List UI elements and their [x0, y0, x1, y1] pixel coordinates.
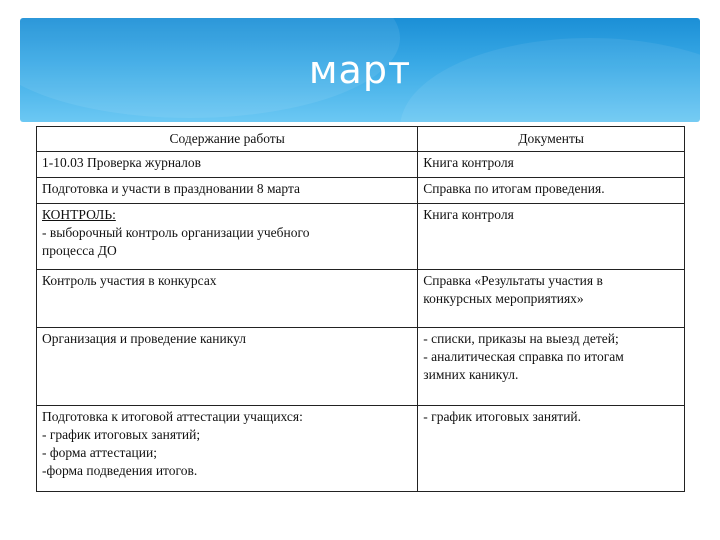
docs-cell — [418, 406, 685, 492]
work-line: - выборочный контроль организации учебного — [42, 225, 310, 240]
work-cell — [37, 270, 418, 328]
table-row — [37, 328, 685, 406]
docs-cell — [418, 204, 685, 270]
header-documents: Документы — [418, 127, 685, 152]
docs-cell — [418, 270, 685, 328]
docs-line: Справка «Результаты участия в — [423, 273, 603, 288]
slide-title: март — [308, 48, 412, 92]
table-row — [37, 152, 685, 178]
work-line: Подготовка к итоговой аттестации учащихся: — [42, 409, 303, 424]
work-line: Подготовка и участи в праздновании 8 марта — [42, 181, 301, 196]
work-cell — [37, 204, 418, 270]
work-line: Контроль участия в конкурсах — [42, 273, 217, 288]
docs-line: - график итоговых занятий. — [423, 409, 582, 424]
docs-line: зимних каникул. — [423, 367, 519, 382]
docs-line: Книга контроля — [423, 155, 514, 170]
work-line: -форма подведения итогов. — [42, 463, 198, 478]
work-line: 1-10.03 Проверка журналов — [42, 155, 202, 170]
docs-cell — [418, 152, 685, 178]
table-row — [37, 204, 685, 270]
docs-line: Справка по итогам проведения. — [423, 181, 605, 196]
work-cell — [37, 178, 418, 204]
table-header-row — [37, 127, 685, 152]
docs-line: - аналитическая справка по итогам — [423, 349, 624, 364]
docs-line: Книга контроля — [423, 207, 514, 222]
work-line: - график итоговых занятий; — [42, 427, 201, 442]
work-line: Организация и проведение каникул — [42, 331, 247, 346]
docs-line: - списки, приказы на выезд детей; — [423, 331, 619, 346]
docs-cell — [418, 178, 685, 204]
control-heading: КОНТРОЛЬ: — [42, 207, 116, 222]
work-cell — [37, 152, 418, 178]
work-line: - форма аттестации; — [42, 445, 157, 460]
work-cell — [37, 406, 418, 492]
docs-line: конкурсных мероприятиях» — [423, 291, 584, 306]
table-row — [37, 178, 685, 204]
work-cell — [37, 328, 418, 406]
work-plan-table — [36, 126, 685, 492]
docs-cell — [418, 328, 685, 406]
table-row — [37, 406, 685, 492]
table-row — [37, 270, 685, 328]
work-line: процесса ДО — [42, 243, 117, 258]
header-work-content: Содержание работы — [37, 127, 418, 152]
